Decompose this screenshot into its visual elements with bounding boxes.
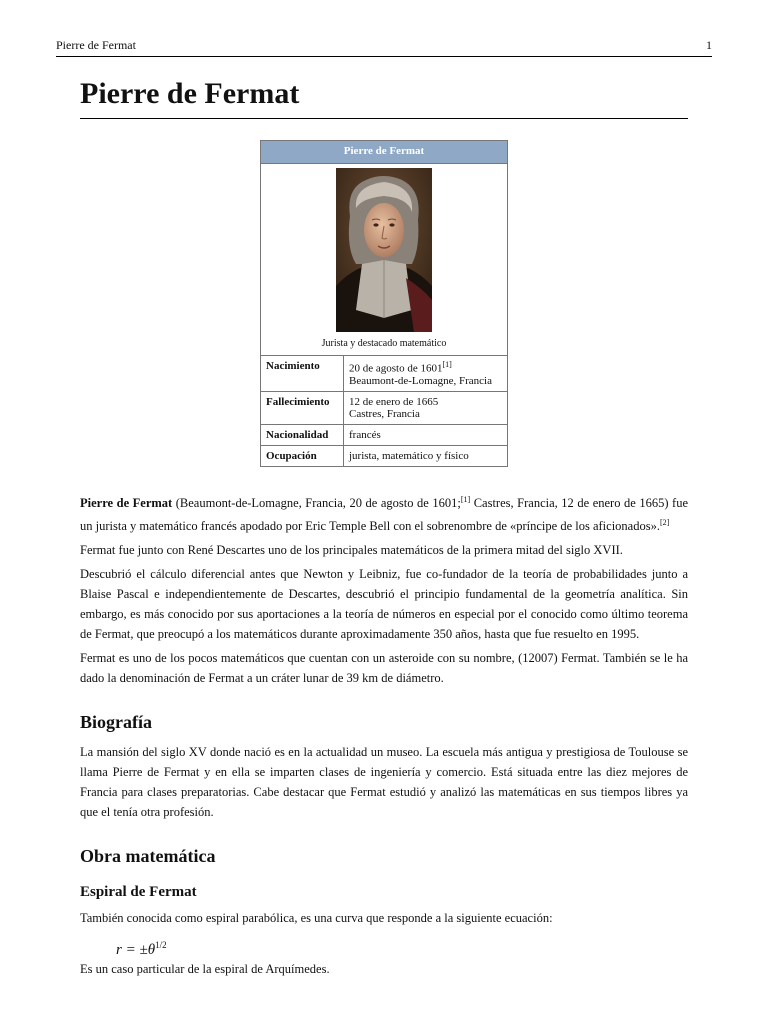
- reference-link[interactable]: [1]: [460, 495, 471, 504]
- section-heading-biografia: Biografía: [80, 712, 152, 733]
- infobox-value: jurista, matemático y físico: [344, 445, 508, 466]
- infobox-heading: Pierre de Fermat: [261, 141, 508, 164]
- running-title: Pierre de Fermat: [56, 38, 136, 52]
- infobox-label: Ocupación: [261, 445, 344, 466]
- equation-exponent: 1/2: [155, 940, 167, 951]
- infobox-value-line1: 20 de agosto de 1601: [349, 362, 443, 375]
- infobox-label: Nacimiento: [261, 356, 344, 392]
- subsection-heading-espiral: Espiral de Fermat: [80, 884, 197, 901]
- infobox-row-fallecimiento: [261, 391, 508, 424]
- equation: [116, 936, 688, 959]
- infobox: [260, 140, 508, 467]
- infobox-label: Fallecimiento: [261, 391, 344, 424]
- paragraph: Descubrió el cálculo diferencial antes que Newton y Leibniz, fue co-fundador de la teoría de probabilidades junto a Blaise Pascal e independientemente de Descartes, descubrió el principio fundamental de la geometría analítica. Sin embargo, es más conocido por sus aportaciones a la teoría de números en especial por el conocido como último teorema de Fermat, que preocupó a los matemáticos durante aproximadamente 350 años, hasta que fue resuelto en 1995.: [80, 567, 688, 642]
- infobox-value-line2: Castres, Francia: [349, 407, 420, 420]
- infobox-value-line1: 12 de enero de 1665: [349, 395, 439, 408]
- paragraph: También conocida como espiral parabólica, es una curva que responde a la siguiente ecuación:: [80, 911, 553, 926]
- infobox-label: Nacionalidad: [261, 424, 344, 445]
- reference-link[interactable]: [2]: [659, 518, 670, 528]
- page-number: 1: [706, 38, 712, 52]
- intro-bold-name: Pierre de Fermat: [80, 496, 173, 511]
- infobox-value: [344, 356, 508, 392]
- paragraph: Fermat fue junto con René Descartes uno de los principales matemáticos de la primera mitad del siglo XVII.: [80, 543, 623, 558]
- portrait-image[interactable]: [336, 168, 432, 332]
- paragraph: La mansión del siglo XV donde nació es en la actualidad un museo. La escuela más antigua y prestigiosa de Toulouse se llama Pierre de Fermat y en ella se imparten clases de ingeniería y comercio. Está situada entre las diez mejores de Francia para clases preparatorias. Cabe destacar que Fermat estudió y analizó las matemáticas en sus tiempos libres ya que el tenía otra profesión.: [80, 745, 688, 820]
- infobox-image-cell: [261, 164, 508, 356]
- equation-base: r = ±θ: [116, 942, 156, 959]
- infobox-caption: Jurista y destacado matemático: [321, 338, 447, 349]
- paragraph: Fermat es uno de los pocos matemáticos que cuentan con un asteroide con su nombre, (12007) Fermat. También se le ha dado la denominación de Fermat a un cráter lunar de 39 km de diámetro.: [80, 651, 688, 686]
- paragraph: Es un caso particular de la espiral de Arquímedes.: [80, 962, 330, 977]
- page-title: Pierre de Fermat: [80, 76, 688, 119]
- running-header: [56, 38, 712, 57]
- article-body: [80, 490, 688, 983]
- intro-text: (Beaumont-de-Lomagne, Francia, 20 de agosto de 1601;: [172, 496, 461, 511]
- infobox-value-line2: Beaumont-de-Lomagne, Francia: [349, 374, 492, 387]
- infobox-row-nacimiento: [261, 356, 508, 392]
- intro-paragraph: [80, 490, 688, 536]
- infobox-row-nacionalidad: [261, 424, 508, 445]
- intro-text: Castres, Francia, 12 de enero de 1665) fue un jurista y matemático francés apodado por Eric Temple Bell con el sobrenombre de «príncipe de los aficionados».: [80, 496, 688, 534]
- section-heading-obra: Obra matemática: [80, 846, 216, 867]
- infobox-row-ocupacion: [261, 445, 508, 466]
- infobox-value: francés: [344, 424, 508, 445]
- infobox-value: [344, 391, 508, 424]
- reference-link[interactable]: [1]: [442, 360, 452, 369]
